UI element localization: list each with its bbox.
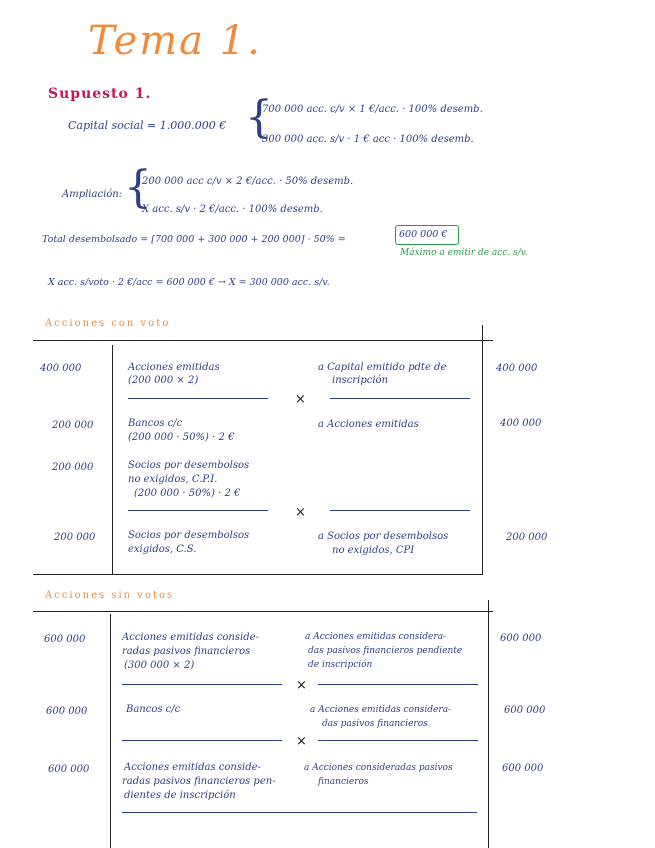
section1-right-rule [482, 325, 483, 575]
supuesto-heading: Supuesto 1. [48, 86, 152, 102]
s2-e1-left-1: Bancos c/c [126, 704, 181, 715]
ampliacion-line-2: X acc. s/v · 2 €/acc. · 100% desemb. [142, 204, 323, 215]
s2-e0-sep-right [318, 684, 478, 685]
s2-e0-left-3: (300 000 × 2) [124, 660, 195, 671]
section1-top-rule [33, 340, 493, 341]
calc-line: X acc. s/voto · 2 €/acc = 600 000 € → X = 300 000 acc. s/v. [48, 277, 330, 288]
s1-e0-right-2: inscripción [332, 375, 389, 386]
s2-e2-left-2: radas pasivos financieros pen- [122, 776, 276, 787]
s1-e0-left-1: Acciones emitidas [128, 362, 220, 373]
page-title: Tema 1. [88, 18, 262, 64]
s2-e2-debit: 600 000 [48, 764, 90, 775]
capital-label: Capital social = 1.000.000 € [68, 119, 227, 132]
s2-e1-right-2: das pasivos financieros [322, 719, 428, 729]
s1-e3-right-2: no exigidos, CPI [332, 545, 415, 556]
s2-e0-debit: 600 000 [44, 634, 86, 645]
s1-e1-credit: 400 000 [500, 418, 542, 429]
s2-e2-left-1: Acciones emitidas conside- [124, 762, 261, 773]
s2-e2-left-3: dientes de inscripción [124, 790, 236, 801]
s1-e2-sep-left [128, 510, 268, 511]
section1-heading: Acciones con voto [45, 318, 171, 329]
s1-e0-debit: 400 000 [40, 363, 82, 374]
total-note: Máximo a emitir de acc. s/v. [400, 248, 528, 258]
s1-e0-sep-left [128, 398, 268, 399]
s2-e1-right-1: a Acciones emitidas considera- [310, 705, 452, 715]
section2-right-rule [488, 600, 489, 848]
ampliacion-label: Ampliación: [62, 189, 123, 200]
s1-e2-left-3: (200 000 · 50%) · 2 € [134, 488, 241, 499]
s1-e0-right-1: a Capital emitido pdte de [318, 362, 447, 373]
s1-e1-debit: 200 000 [52, 420, 94, 431]
s2-e1-debit: 600 000 [46, 706, 88, 717]
s2-e0-sep-left [122, 684, 282, 685]
s1-e0-sep-right [330, 398, 470, 399]
s1-e3-left-1: Socios por desembolsos [128, 530, 250, 541]
section2-top-rule [33, 611, 493, 612]
s2-e0-credit: 600 000 [500, 633, 542, 644]
s1-e2-debit: 200 000 [52, 462, 94, 473]
capital-brace: { [245, 92, 273, 143]
s1-e2-sep-right [330, 510, 470, 511]
s2-e2-sep [122, 812, 477, 813]
total-boxed-value: 600 000 € [399, 229, 448, 240]
s1-e1-left-2: (200 000 · 50%) · 2 € [128, 432, 235, 443]
s1-e0-x-mark: × [295, 392, 306, 407]
s2-e2-right-2: financieros [318, 777, 369, 787]
ampliacion-brace: { [124, 162, 152, 213]
s1-e0-left-2: (200 000 × 2) [128, 375, 199, 386]
s1-e2-left-2: no exigidos, C.P.I. [128, 474, 218, 485]
section2-heading: Acciones sin votos [45, 590, 175, 601]
ampliacion-line-1: 200 000 acc c/v × 2 €/acc. · 50% desemb. [142, 176, 354, 187]
s2-e0-x-mark: × [296, 678, 307, 693]
s1-e1-left-1: Bancos c/c [128, 418, 183, 429]
s2-e0-right-2: das pasivos financieros pendiente [308, 646, 463, 656]
s2-e2-credit: 600 000 [502, 763, 544, 774]
s2-e1-credit: 600 000 [504, 705, 546, 716]
s1-e3-credit: 200 000 [506, 532, 548, 543]
total-text: Total desembolsado = [700 000 + 300 000 + 200 000] · 50% = [42, 234, 346, 245]
s2-e2-right-1: a Acciones consideradas pasivos [304, 763, 453, 773]
s2-e0-left-1: Acciones emitidas conside- [122, 632, 259, 643]
s1-e2-x-mark: × [295, 505, 306, 520]
section2-left-rule [110, 614, 111, 848]
s2-e1-sep-left [122, 740, 282, 741]
s2-e1-x-mark: × [296, 734, 307, 749]
s1-e3-right-1: a Socios por desembolsos [318, 531, 449, 542]
capital-line-1: 700 000 acc. c/v × 1 €/acc. · 100% desemb. [262, 104, 483, 115]
s1-e1-right-1: a Acciones emitidas [318, 419, 419, 430]
s2-e0-left-2: radas pasivos financieros [122, 646, 251, 657]
s2-e1-sep-right [318, 740, 478, 741]
s1-e3-debit: 200 000 [54, 532, 96, 543]
s1-e0-credit: 400 000 [496, 363, 538, 374]
section1-left-rule [112, 345, 113, 575]
capital-line-2: 300 000 acc. s/v · 1 € acc · 100% desemb. [262, 134, 474, 145]
s2-e0-right-3: de inscripción [308, 660, 373, 670]
s1-e3-left-2: exigidos, C.S. [128, 544, 197, 555]
section1-bottom-rule [33, 574, 483, 575]
s2-e0-right-1: a Acciones emitidas considera- [305, 632, 447, 642]
s1-e2-left-1: Socios por desembolsos [128, 460, 250, 471]
